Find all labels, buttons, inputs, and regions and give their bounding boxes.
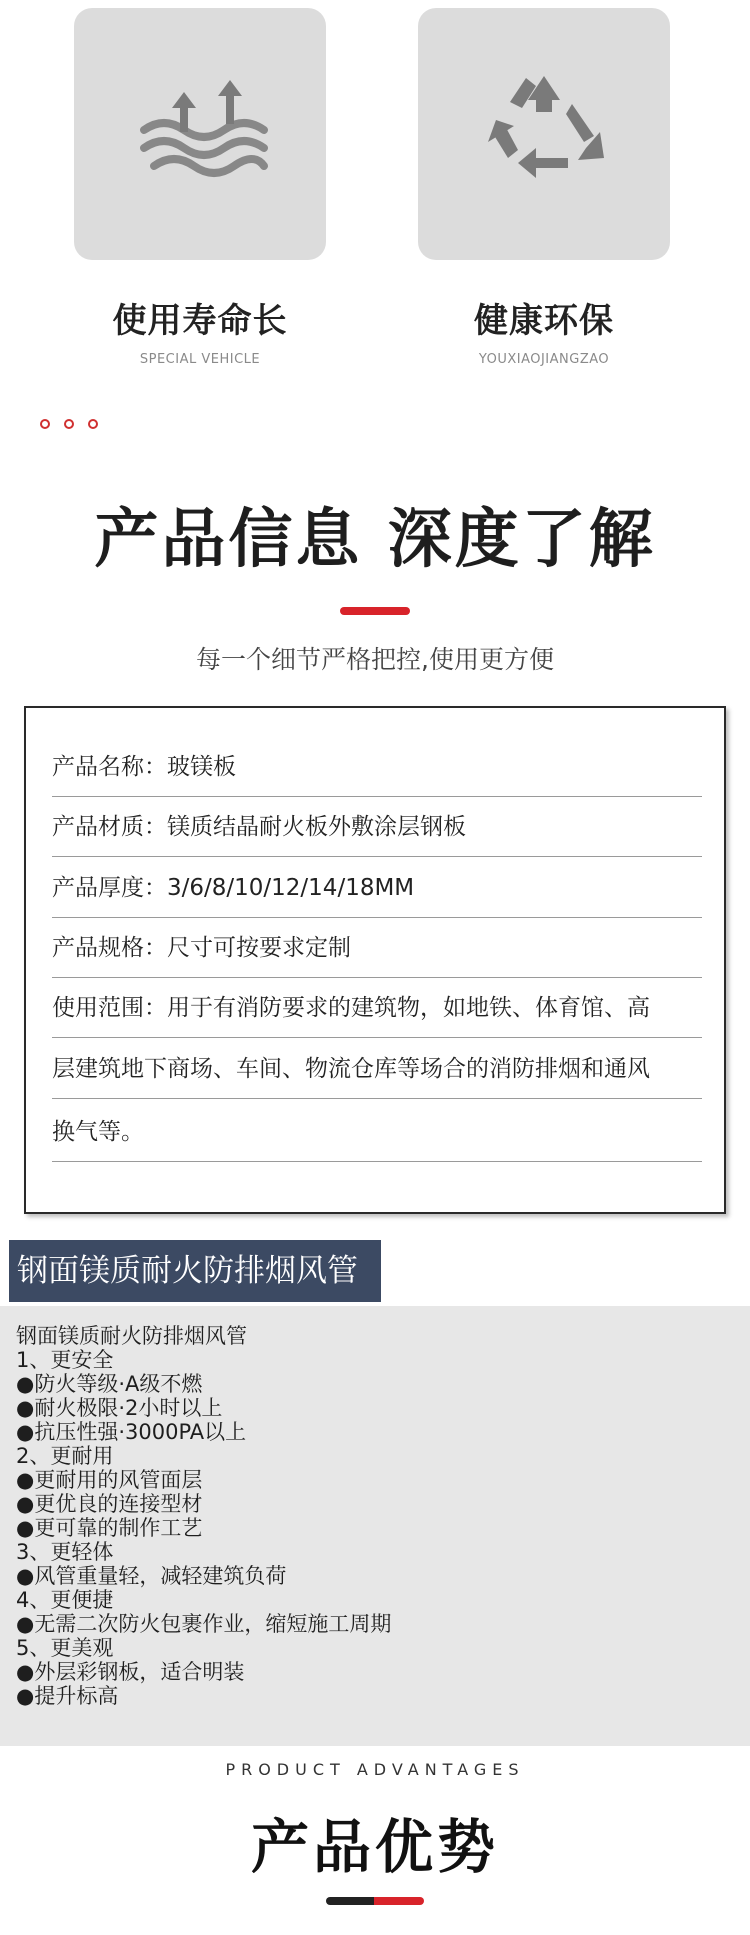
advantages-title: 产品优势 [250,1813,499,1881]
info-row-usage-cont: 层建筑地下商场、车间、物流仓库等场合的消防排烟和通风 [52,1040,702,1099]
decor-dot [64,419,74,429]
detail-line: ●更优良的连接型材 [16,1492,203,1516]
detail-line: ●外层彩钢板，适合明装 [16,1660,245,1684]
feature-subtitle-eco: YOUXIAOJIANGZAO [478,352,610,367]
feature-title-eco: 健康环保 [474,301,614,341]
title-underline [340,607,410,615]
waterproof-wave-arrow-icon [74,8,326,260]
detail-line: ●提升标高 [16,1684,119,1708]
detail-line: 4、更便捷 [16,1588,114,1612]
decor-dot [40,419,50,429]
detail-line: ●抗压性强·3000PA以上 [16,1420,247,1444]
detail-line: ●无需二次防火包裹作业，缩短施工周期 [16,1612,392,1636]
section-subtitle: 每一个细节严格把控,使用更方便 [196,645,554,674]
detail-line: ●更可靠的制作工艺 [16,1516,203,1540]
detail-line: 钢面镁质耐火防排烟风管 [16,1324,247,1348]
feature-card-longevity [74,8,326,260]
recycle-icon [418,8,670,260]
feature-subtitle-longevity: SPECIAL VEHICLE [139,352,261,367]
section-title: 产品信息 深度了解 [94,503,656,577]
info-row-spec: 产品规格：尺寸可按要求定制 [52,919,702,978]
product-details-section [0,1306,750,1746]
detail-line: ●风管重量轻，减轻建筑负荷 [16,1564,287,1588]
info-row-usage: 使用范围：用于有消防要求的建筑物，如地铁、体育馆、高 [52,979,702,1038]
product-info-box [24,706,726,1214]
detail-line: 3、更轻体 [16,1540,114,1564]
info-row-name: 产品名称：玻镁板 [52,738,702,797]
product-name-label: 钢面镁质耐火防排烟风管 [9,1240,381,1302]
detail-line: 2、更耐用 [16,1444,114,1468]
info-row-usage-end: 换气等。 [52,1103,702,1162]
advantages-underline-red [374,1897,424,1905]
advantages-underline-dark [326,1897,374,1905]
detail-line: ●更耐用的风管面层 [16,1468,203,1492]
feature-card-eco [418,8,670,260]
feature-title-longevity: 使用寿命长 [112,301,288,341]
detail-line: ●耐火极限·2小时以上 [16,1396,223,1420]
info-row-thickness: 产品厚度：3/6/8/10/12/14/18MM [52,859,702,918]
info-row-material: 产品材质：镁质结晶耐火板外敷涂层钢板 [52,798,702,857]
detail-line: 1、更安全 [16,1348,114,1372]
detail-line: ●防火等级·A级不燃 [16,1372,203,1396]
advantages-english-title: PRODUCT ADVANTAGES [225,1760,525,1779]
decor-dot [88,419,98,429]
detail-line: 5、更美观 [16,1636,114,1660]
